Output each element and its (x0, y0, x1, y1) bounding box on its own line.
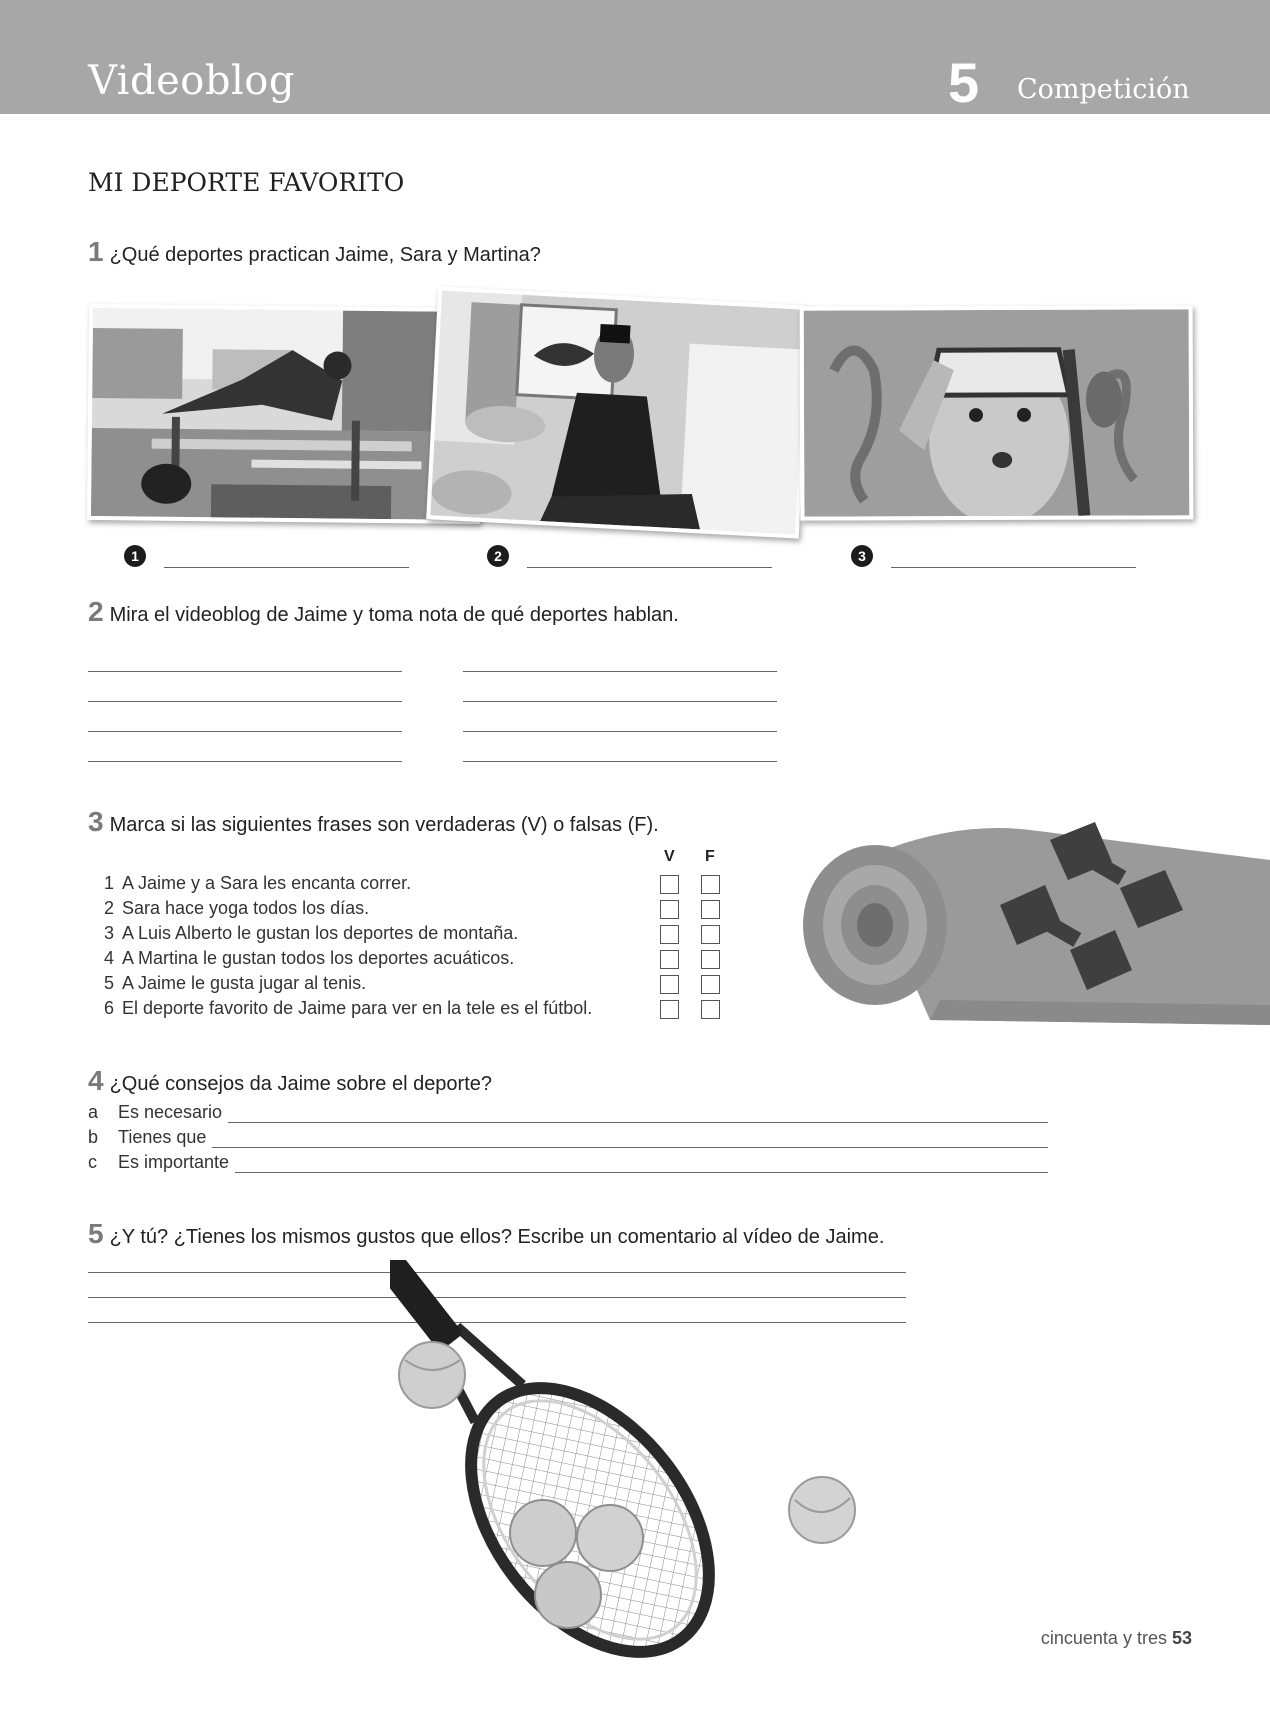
number-circle: 3 (851, 545, 873, 567)
advice-letter: c (88, 1152, 97, 1172)
answer-item-3 (851, 543, 1141, 573)
statement-row (98, 898, 738, 923)
unit-name: Competición (1017, 74, 1190, 105)
advice-letter: b (88, 1127, 99, 1147)
statement-text: El deporte favorito de Jaime para ver en la tele es el fútbol. (122, 998, 593, 1018)
advice-prompt: Es importante (118, 1152, 235, 1173)
advice-answer-line[interactable] (118, 1147, 1048, 1148)
photo-yoga (426, 286, 811, 538)
write-line[interactable] (463, 701, 777, 702)
true-checkbox[interactable] (660, 925, 679, 944)
advice-prompt: Es necesario (118, 1102, 228, 1123)
unit-number: 5 (948, 51, 980, 114)
exercise-number: 4 (88, 1065, 104, 1096)
statement-text: A Jaime y a Sara les encanta correr. (122, 873, 412, 893)
exercise-number: 2 (88, 596, 104, 627)
write-line[interactable] (463, 671, 777, 672)
exercise-number: 1 (88, 236, 104, 267)
advice-letter: a (88, 1102, 99, 1122)
exercise-4-heading (88, 1065, 492, 1097)
statement-number: 2 (103, 898, 114, 918)
exercise-instruction: Mira el videoblog de Jaime y toma nota de qué deportes hablan. (109, 604, 679, 626)
photo-snorkel (800, 305, 1194, 520)
false-checkbox[interactable] (701, 900, 720, 919)
number-circle: 1 (124, 545, 146, 567)
true-checkbox[interactable] (660, 950, 679, 969)
exercise-instruction: ¿Qué consejos da Jaime sobre el deporte? (109, 1073, 493, 1095)
tennis-racket-image (390, 1260, 970, 1680)
advice-row (88, 1152, 1048, 1177)
false-checkbox[interactable] (701, 950, 720, 969)
page-footer (1000, 1628, 1192, 1649)
write-line[interactable] (88, 761, 402, 762)
advice-row (88, 1102, 1048, 1127)
advice-answer-line[interactable] (118, 1122, 1048, 1123)
yoga-image (430, 291, 806, 535)
false-checkbox[interactable] (701, 1000, 720, 1019)
exercise-2-heading (88, 596, 679, 628)
statement-row (98, 923, 738, 948)
statement-text: A Martina le gustan todos los deportes acuáticos. (122, 948, 515, 968)
answer-line-1[interactable] (164, 567, 409, 568)
statement-number: 5 (103, 973, 114, 993)
statement-number: 6 (103, 998, 114, 1018)
answer-item-2 (487, 543, 777, 573)
write-line[interactable] (88, 701, 402, 702)
write-line[interactable] (88, 671, 402, 672)
true-checkbox[interactable] (660, 900, 679, 919)
false-checkbox[interactable] (701, 925, 720, 944)
write-line[interactable] (463, 761, 777, 762)
true-checkbox[interactable] (660, 1000, 679, 1019)
column-f-label: F (705, 848, 715, 865)
exercise-number: 3 (88, 806, 104, 837)
answer-item-1 (124, 543, 414, 573)
advice-answer-line[interactable] (118, 1172, 1048, 1173)
page-header-title: Videoblog (88, 58, 295, 104)
page-number-words: cincuenta y tres (1040, 1628, 1167, 1648)
statement-row (98, 998, 738, 1023)
write-line[interactable] (88, 731, 402, 732)
statement-row (98, 948, 738, 973)
statement-text: A Luis Alberto le gustan los deportes de montaña. (122, 923, 519, 943)
exercise-instruction: Marca si las siguientes frases son verdaderas (V) o falsas (F). (109, 814, 659, 836)
advice-prompt: Tienes que (118, 1127, 212, 1148)
statement-number: 1 (103, 873, 114, 893)
answer-line-2[interactable] (527, 567, 772, 568)
exercise-number: 5 (88, 1218, 104, 1249)
exercise-instruction: ¿Y tú? ¿Tienes los mismos gustos que ellos? Escribe un comentario al vídeo de Jaime. (109, 1226, 885, 1248)
exercise-3-heading (88, 806, 659, 838)
statement-number: 3 (103, 923, 114, 943)
statement-number: 4 (103, 948, 114, 968)
yoga-mat-dumbbells-image (800, 800, 1270, 1025)
write-line[interactable] (463, 731, 777, 732)
exercise-5-heading (88, 1218, 884, 1250)
statement-row (98, 873, 738, 898)
statement-text: A Jaime le gusta jugar al tenis. (122, 973, 367, 993)
section-title: MI DEPORTE FAVORITO (88, 168, 405, 197)
statement-text: Sara hace yoga todos los días. (122, 898, 370, 918)
column-v-label: V (664, 848, 675, 865)
exercise-1-heading (88, 236, 541, 268)
number-circle: 2 (487, 545, 509, 567)
false-checkbox[interactable] (701, 975, 720, 994)
false-checkbox[interactable] (701, 875, 720, 894)
true-checkbox[interactable] (660, 975, 679, 994)
statement-row (98, 973, 738, 998)
photo-parkour (87, 304, 482, 524)
parkour-image (91, 308, 478, 520)
advice-row (88, 1127, 1048, 1152)
true-checkbox[interactable] (660, 875, 679, 894)
page-number: 53 (1171, 1628, 1192, 1648)
snorkel-image (804, 309, 1190, 516)
exercise-instruction: ¿Qué deportes practican Jaime, Sara y Martina? (109, 244, 541, 266)
answer-line-3[interactable] (891, 567, 1136, 568)
